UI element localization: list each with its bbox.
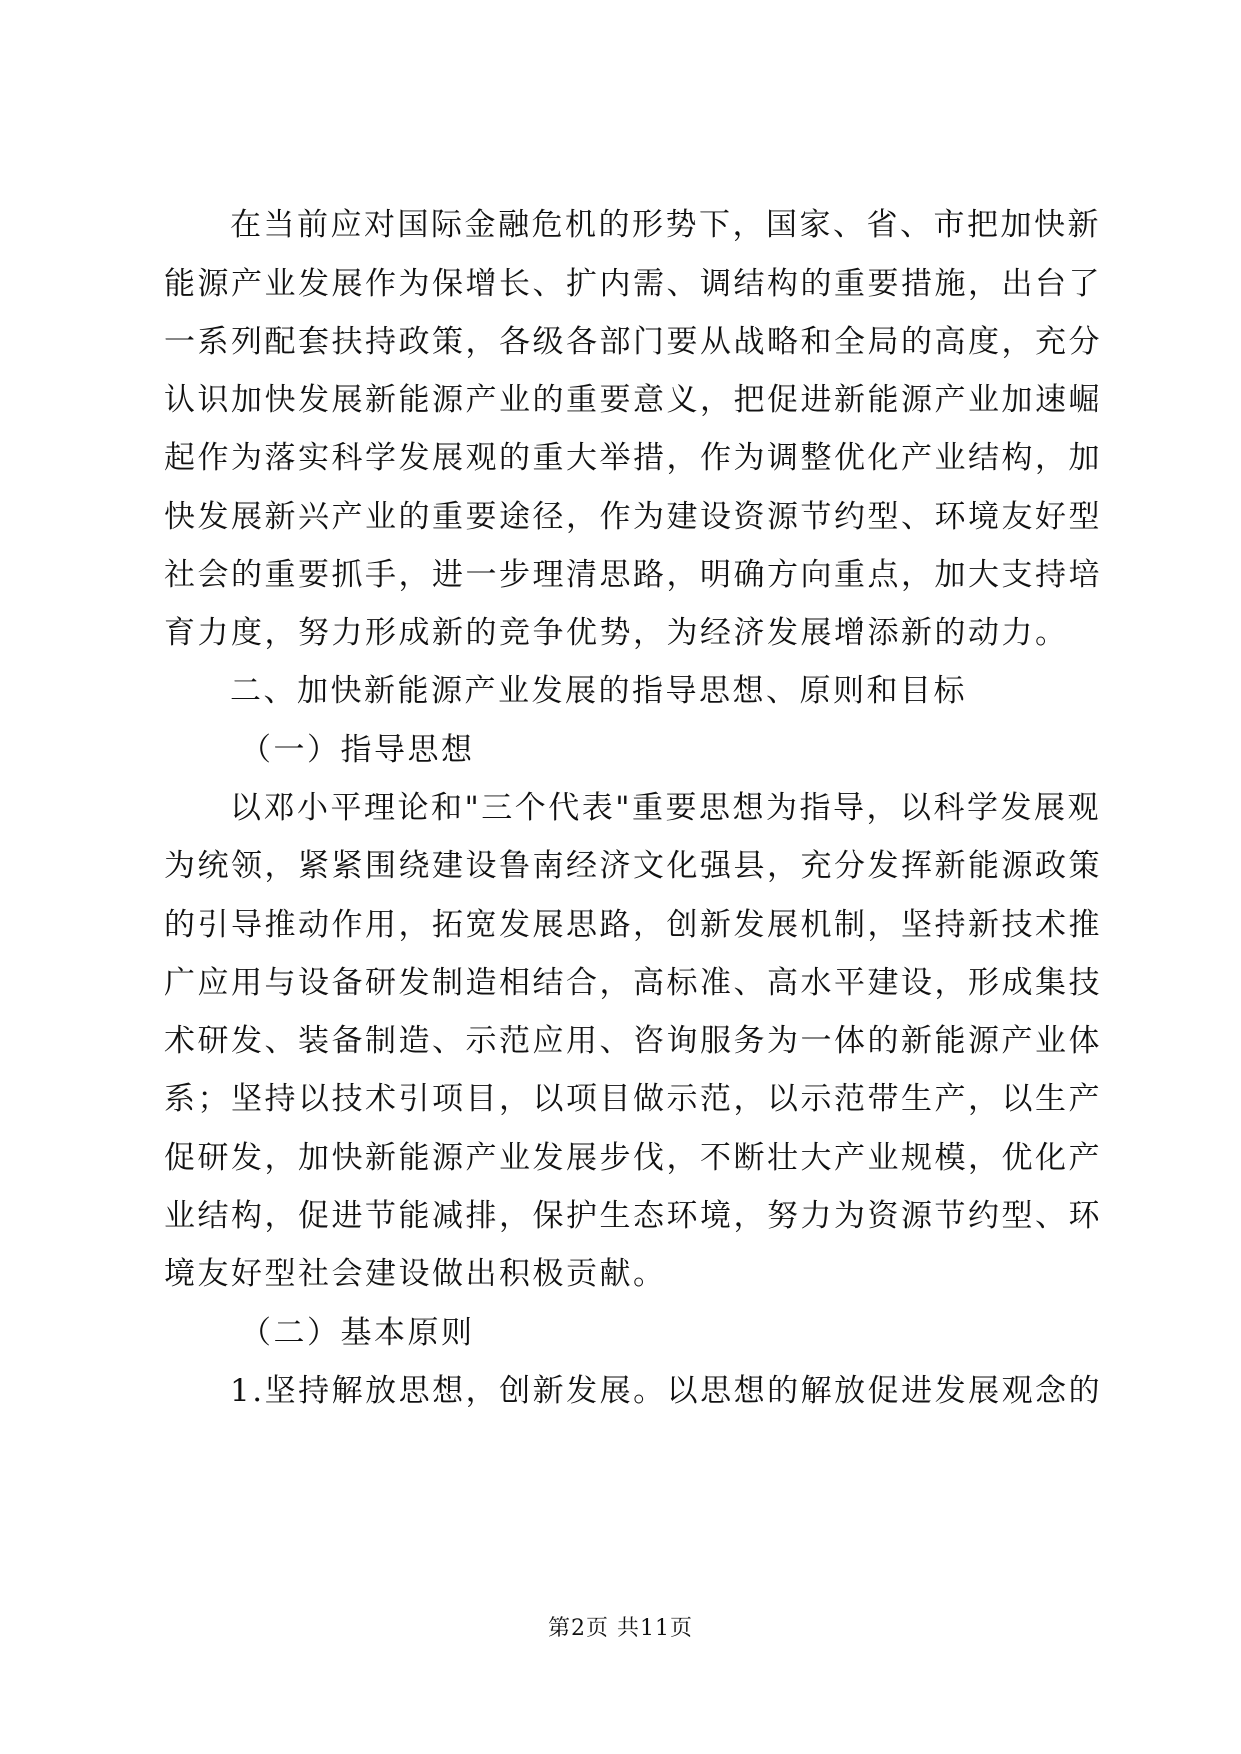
paragraph-line: 1.坚持解放思想，创新发展。以思想的解放促进发展观念的 [230, 1373, 1103, 1409]
paragraph-line: 的引导推动作用，拓宽发展思路，创新发展机制，坚持新技术推 [164, 907, 1102, 943]
paragraph-line: 境友好型社会建设做出积极贡献。 [164, 1256, 667, 1292]
section-heading: 二、加快新能源产业发展的指导思想、原则和目标 [230, 673, 967, 709]
paragraph-line: 育力度，努力形成新的竞争优势，为经济发展增添新的动力。 [164, 615, 1069, 651]
paragraph-line: 快发展新兴产业的重要途径，作为建设资源节约型、环境友好型 [164, 499, 1102, 535]
paragraph-line: 认识加快发展新能源产业的重要意义，把促进新能源产业加速崛 [164, 382, 1102, 418]
subsection-heading: （一）指导思想 [240, 732, 475, 768]
paragraph-line: 以邓小平理论和"三个代表"重要思想为指导，以科学发展观 [230, 790, 1102, 826]
paragraph-line: 促研发，加快新能源产业发展步伐，不断壮大产业规模，优化产 [164, 1140, 1102, 1176]
page-footer: 第2页 共11页 [548, 1616, 693, 1641]
paragraph-line: 为统领，紧紧围绕建设鲁南经济文化强县，充分发挥新能源政策 [164, 848, 1102, 884]
paragraph-line: 一系列配套扶持政策，各级各部门要从战略和全局的高度，充分 [164, 324, 1102, 360]
paragraph-line: 在当前应对国际金融危机的形势下，国家、省、市把加快新 [230, 207, 1101, 243]
paragraph-line: 系；坚持以技术引项目，以项目做示范，以示范带生产，以生产 [164, 1081, 1102, 1117]
paragraph-line: 起作为落实科学发展观的重大举措，作为调整优化产业结构，加 [164, 440, 1102, 476]
paragraph-line: 社会的重要抓手，进一步理清思路，明确方向重点，加大支持培 [164, 557, 1102, 593]
subsection-heading: （二）基本原则 [240, 1315, 475, 1351]
paragraph-line: 能源产业发展作为保增长、扩内需、调结构的重要措施，出台了 [164, 266, 1102, 302]
paragraph-line: 广应用与设备研发制造相结合，高标准、高水平建设，形成集技 [164, 965, 1102, 1001]
paragraph-line: 术研发、装备制造、示范应用、咨询服务为一体的新能源产业体 [164, 1023, 1102, 1059]
paragraph-line: 业结构，促进节能减排，保护生态环境，努力为资源节约型、环 [164, 1198, 1102, 1234]
